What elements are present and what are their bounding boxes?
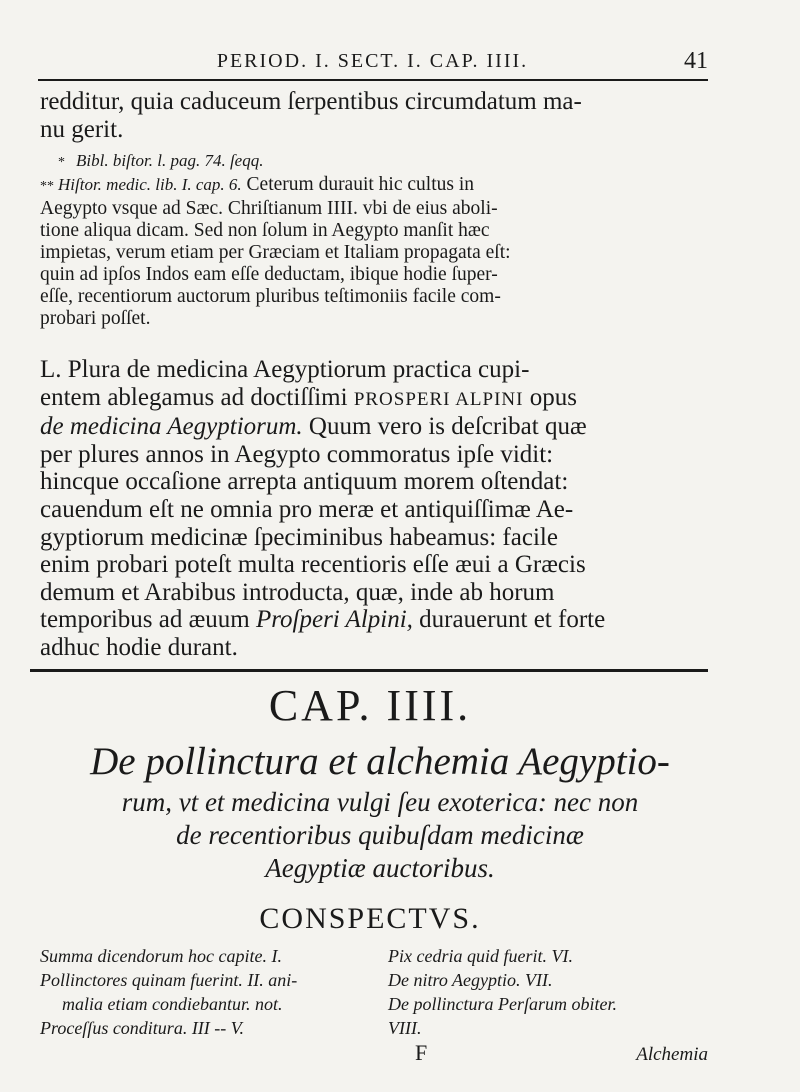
conspectus-right-column (388, 944, 728, 1040)
text-segment: durauerunt et forte (412, 606, 606, 634)
conspectus-entry: De pollinctura Perſarum obiter. (388, 994, 617, 1014)
text-line (40, 606, 708, 634)
footnote-line: tione aliqua dicam. Sed non ſolum in Aegypto manſit hæc (40, 220, 490, 241)
text-line: demum et Arabibus introducta, quæ, inde ab horum (40, 578, 555, 606)
running-head: PERIOD. I. SECT. I. CAP. IIII. (216, 50, 529, 72)
person-name: Proſperi Alpini, (255, 606, 413, 634)
text-segment: opus (523, 383, 577, 411)
footnote-line: eſſe, recentiorum auctorum pluribus teſtimoniis facile com- (40, 286, 501, 307)
footnotes (40, 150, 708, 330)
conspectus-entry: Pollinctores quinam fuerint. II. ani- (40, 970, 298, 990)
conspectus-heading: CONSPECTVS. (259, 902, 481, 935)
text-line: gyptiorum medicinæ ſpeciminibus habeamus: facile (40, 523, 558, 551)
text-line: per plures annos in Aegypto commoratus ipſe vidit: (40, 440, 554, 468)
text-line (40, 413, 708, 441)
footnote-2 (40, 174, 708, 198)
conspectus-entry: De nitro Aegyptio. VII. (388, 970, 553, 990)
catchword: Alchemia (636, 1044, 708, 1065)
text-line: redditur, quia caduceum ſerpentibus circumdatum ma- (40, 88, 582, 115)
page-number: 41 (684, 48, 708, 74)
conspectus-entry: malia etiam condiebantur. not. (62, 994, 283, 1014)
header-rule (38, 79, 708, 81)
text-segment: Quum vero is deſcribat quæ (302, 413, 587, 441)
conspectus-entry: Pix cedria quid fuerit. VI. (388, 946, 573, 966)
footnote-1 (40, 150, 708, 174)
text-line (40, 384, 708, 414)
chapter-subtitle-line: de recentioribus quibuſdam medicinæ (176, 820, 584, 850)
footnote-reference: Hiſtor. medic. lib. I. cap. 6. (58, 175, 242, 194)
author-name: PROSPERI ALPINI (353, 388, 524, 410)
footnote-reference: Bibl. biſtor. l. pag. 74. ſeqq. (76, 151, 264, 170)
top-paragraph (40, 88, 708, 144)
text-line: cauendum eſt ne omnia pro meræ et antiquiſſimæ Ae- (40, 495, 574, 523)
text-line: adhuc hodie durant. (40, 633, 238, 661)
text-line: L. Plura de medicina Aegyptiorum practica cupi- (40, 356, 530, 383)
text-segment: entem ablegamus ad doctiſſimi (40, 383, 354, 411)
chapter-title: CAP. IIII. (268, 681, 472, 730)
conspectus-entry: Summa dicendorum hoc capite. I. (40, 946, 282, 966)
book-title: de medicina Aegyptiorum. (40, 413, 303, 441)
signature-mark: F (415, 1040, 428, 1065)
conspectus-entry: Proceſſus conditura. III -- V. (40, 1018, 244, 1038)
text-line: enim probari poteſt multa recentioris eſſe æui a Græcis (40, 551, 586, 579)
chapter-subtitle-line: rum, vt et medicina vulgi ſeu exoterica: nec non (121, 787, 639, 817)
footnote-line: impietas, verum etiam per Græciam et Italiam propagata eſt: (40, 242, 511, 263)
conspectus-left-column (40, 944, 380, 1040)
chapter-subtitle-line: De pollinctura et alchemia Aegyptio- (90, 740, 670, 783)
paragraph-L (40, 356, 708, 662)
footnote-line: Aegypto vsque ad Sæc. Chriſtianum IIII. vbi de eius aboli- (40, 198, 498, 219)
section-divider (30, 669, 708, 672)
text-line: nu gerit. (40, 116, 124, 143)
chapter-subtitle (40, 786, 720, 885)
footnote-marker: * (58, 155, 65, 170)
text-segment: temporibus ad æuum (40, 606, 256, 634)
text-line: hincque occaſione arrepta antiquum morem oſtendat: (40, 468, 569, 496)
footnote-line: quin ad ipſos Indos eam eſſe deductam, ibique hodie ſuper- (40, 264, 498, 285)
conspectus-entry: VIII. (388, 1018, 422, 1038)
footnote-line: probari poſſet. (40, 308, 151, 329)
chapter-subtitle-line: Aegyptiæ auctoribus. (265, 853, 495, 883)
footnote-text: Ceterum durauit hic cultus in (246, 174, 474, 195)
footnote-marker: ** (40, 179, 54, 194)
